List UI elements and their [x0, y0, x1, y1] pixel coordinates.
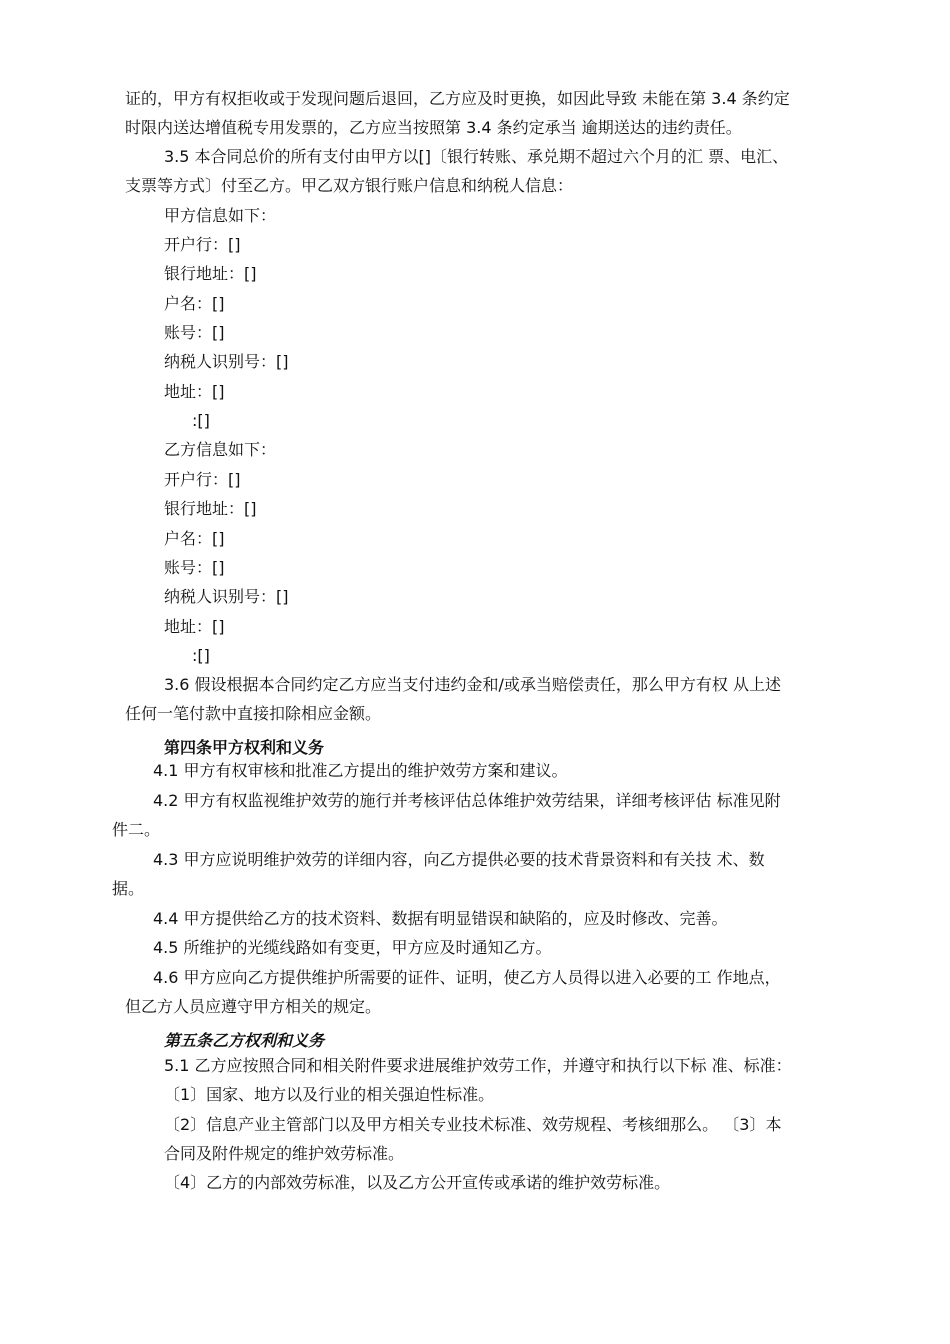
- text-line: 银行地址：[]: [164, 499, 257, 518]
- text-line: 户名：[]: [164, 529, 225, 548]
- text-line: 账号：[]: [164, 558, 225, 577]
- text-line: :[]: [192, 411, 210, 430]
- text-line: 时限内送达增值税专用发票的，乙方应当按照第 3.4 条约定承当 逾期送达的违约责任。: [125, 118, 742, 137]
- text-line: 3.5 本合同总价的所有支付由甲方以[]〔银行转账、承兑期不超过六个月的汇 票、电汇、: [164, 147, 789, 166]
- text-line: 纳税人识别号：[]: [164, 587, 289, 606]
- text-line: 户名：[]: [164, 294, 225, 313]
- text-line: 4.5 所维护的光缆线路如有变更，甲方应及时通知乙方。: [153, 938, 552, 957]
- text-line: 4.6 甲方应向乙方提供维护所需要的证件、证明，使乙方人员得以进入必要的工 作地点，: [153, 968, 781, 987]
- text-line: 银行地址：[]: [164, 264, 257, 283]
- text-line: 〔1〕国家、地方以及行业的相关强迫性标准。: [164, 1085, 495, 1104]
- section-heading: 第四条甲方权利和义务: [164, 738, 325, 757]
- text-line: 5.1 乙方应按照合同和相关附件要求进展维护效劳工作，并遵守和执行以下标 准、标准：: [164, 1056, 792, 1075]
- text-line: 证的，甲方有权拒收或于发现问题后退回，乙方应及时更换，如因此导致 未能在第 3.4 条约定: [125, 89, 790, 108]
- text-line: 〔2〕信息产业主管部门以及甲方相关专业技术标准、效劳规程、考核细那么。 〔3〕本: [164, 1115, 782, 1134]
- text-line: 开户行：[]: [164, 470, 241, 489]
- text-line: 乙方信息如下：: [164, 440, 277, 459]
- text-line: 3.6 假设根据本合同约定乙方应当支付违约金和/或承当赔偿责任，那么甲方有权 从上述: [164, 675, 782, 694]
- text-line: :[]: [192, 646, 210, 665]
- text-line: 地址：[]: [164, 617, 225, 636]
- text-line: 4.2 甲方有权监视维护效劳的施行并考核评估总体维护效劳结果，详细考核评估 标准见附: [153, 791, 781, 810]
- text-line: 件二。: [112, 820, 161, 839]
- text-line: 但乙方人员应遵守甲方相关的规定。: [125, 997, 382, 1016]
- text-line: 纳税人识别号：[]: [164, 352, 289, 371]
- text-line: 账号：[]: [164, 323, 225, 342]
- text-line: 4.3 甲方应说明维护效劳的详细内容，向乙方提供必要的技术背景资料和有关技 术、数: [153, 850, 765, 869]
- text-line: 任何一笔付款中直接扣除相应金额。: [125, 704, 382, 723]
- section-heading: 第五条乙方权利和义务: [164, 1031, 325, 1050]
- text-line: 支票等方式〕付至乙方。甲乙双方银行账户信息和纳税人信息：: [125, 176, 574, 195]
- text-line: 4.4 甲方提供给乙方的技术资料、数据有明显错误和缺陷的，应及时修改、完善。: [153, 909, 728, 928]
- text-line: 4.1 甲方有权审核和批准乙方提出的维护效劳方案和建议。: [153, 761, 568, 780]
- text-line: 甲方信息如下：: [164, 206, 277, 225]
- text-line: 地址：[]: [164, 382, 225, 401]
- text-line: 〔4〕乙方的内部效劳标准，以及乙方公开宣传或承诺的维护效劳标准。: [164, 1173, 671, 1192]
- text-line: 开户行：[]: [164, 235, 241, 254]
- text-line: 据。: [112, 879, 145, 898]
- text-line: 合同及附件规定的维护效劳标准。: [164, 1144, 405, 1163]
